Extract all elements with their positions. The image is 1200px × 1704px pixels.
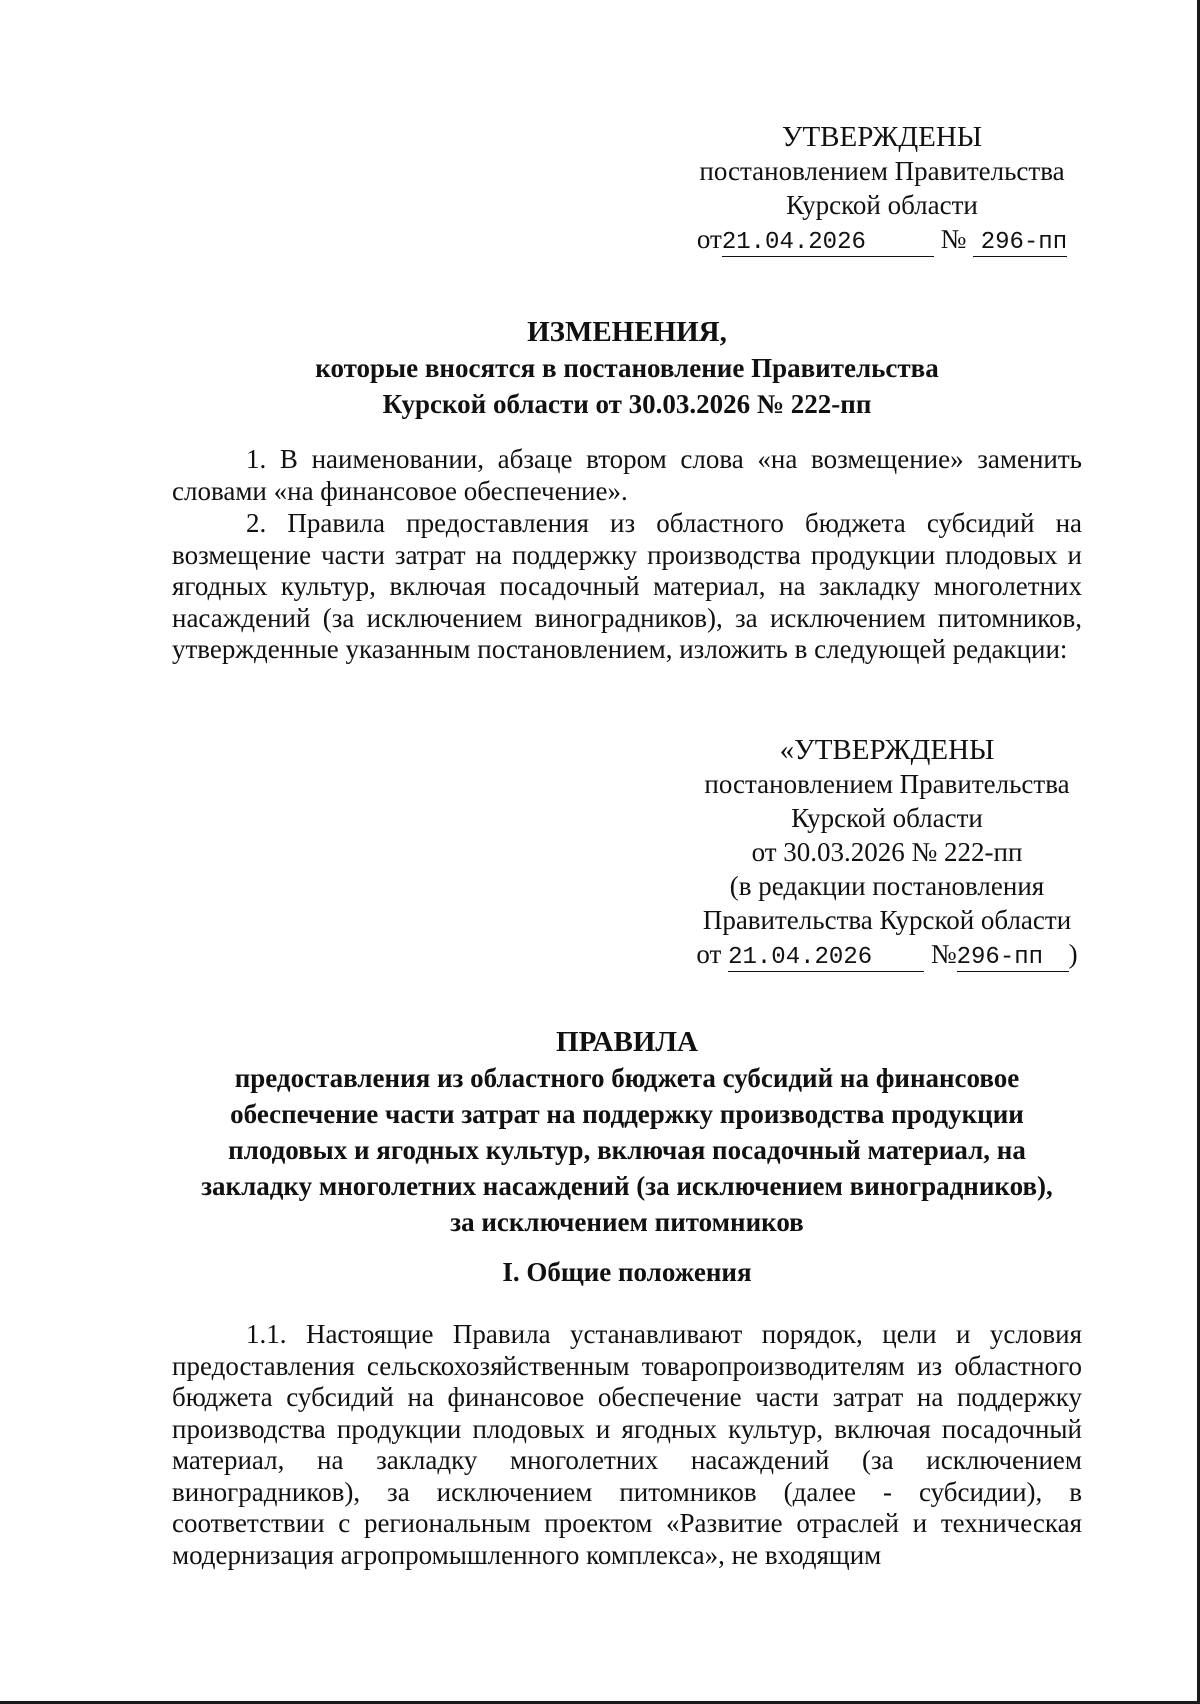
- quoted-number-prefix: №: [930, 939, 957, 969]
- quoted-number-field: [957, 945, 1069, 972]
- date-field: [722, 230, 934, 257]
- rules-title-line-3: плодовых и ягодных культур, включая посадочный материал, на: [228, 1135, 1026, 1165]
- rules-title: [172, 1024, 1082, 1240]
- section-1-heading: I. Общие положения: [502, 1257, 752, 1287]
- approval-date-line: [682, 222, 1082, 257]
- rules-title-line-2: обеспечение части затрат на поддержку производства продукции: [230, 1099, 1024, 1129]
- number-field: [973, 230, 1067, 257]
- changes-title-line-2: Курской области от 30.03.2026 № 222-пп: [382, 389, 872, 419]
- number-prefix: №: [940, 224, 967, 254]
- paragraph-2: 2. Правила предоставления из областного бюджета субсидий на возмещение части затрат на поддержку производства продукции плодовых и ягодных культур, включая посадочный материал, на закладку многолетних насаждений (за исключением виноградников), за исключением питомников, утвержденные указанным постановлением, изложить в следующей редакции:: [172, 508, 1082, 664]
- changes-title: [172, 314, 1082, 422]
- quoted-date-prefix: от: [696, 939, 722, 969]
- rules-title-line-4: закладку многолетних насаждений (за исключением виноградников),: [201, 1171, 1053, 1201]
- document-page: [172, 0, 1082, 1704]
- changes-title-line-1: которые вносятся в постановление Правительства: [315, 353, 939, 383]
- quoted-date-field: [728, 945, 924, 972]
- number-value: 296-пп: [980, 229, 1068, 256]
- approval-quoted-line-4: (в редакции постановления: [729, 871, 1045, 901]
- approval-header: [682, 120, 1082, 257]
- date-value: 21.04.2026: [721, 229, 866, 256]
- date-prefix: от: [696, 224, 722, 254]
- approval-line-2: Курской области: [786, 190, 978, 220]
- rules-title-line-5: за исключением питомников: [450, 1207, 804, 1237]
- quoted-number-value: 296-пп: [956, 944, 1044, 971]
- approval-quoted-heading: «УТВЕРЖДЕНЫ: [779, 734, 995, 766]
- changes-heading: ИЗМЕНЕНИЯ,: [527, 316, 727, 348]
- approval-quoted-date-line: [672, 937, 1102, 972]
- section-1-paragraph-1: 1.1. Настоящие Правила устанавливают порядок, цели и условия предоставления сельскохозяйственным товаропроизводителям из областного бюджета субсидий на финансовое обеспечение части затрат на поддержку производства продукции плодовых и ягодных культур, включая посадочный материал, на закладку многолетних насаждений (за исключением виноградников), за исключением питомников (далее - субсидии), в соответствии с региональным проектом «Развитие отраслей и техническая модернизация агропромышленного комплекса», не входящим: [172, 1319, 1082, 1570]
- rules-title-line-1: предоставления из областного бюджета субсидий на финансовое: [234, 1063, 1020, 1093]
- paragraph-1: 1. В наименовании, абзаце втором слова «на возмещение» заменить словами «на финансовое обеспечение».: [172, 444, 1082, 506]
- approval-heading: УТВЕРЖДЕНЫ: [781, 121, 983, 153]
- quoted-date-value: 21.04.2026: [728, 944, 873, 971]
- approval-quoted-line-5: Правительства Курской области: [702, 905, 1072, 935]
- approval-line-1: постановлением Правительства: [699, 156, 1065, 186]
- approval-quoted: [672, 733, 1102, 972]
- approval-quoted-line-3: от 30.03.2026 № 222-пп: [751, 837, 1023, 867]
- rules-heading: ПРАВИЛА: [556, 1026, 698, 1058]
- approval-quoted-line-1: постановлением Правительства: [704, 769, 1070, 799]
- quoted-closing-paren: ): [1068, 939, 1078, 969]
- approval-quoted-line-2: Курской области: [791, 803, 983, 833]
